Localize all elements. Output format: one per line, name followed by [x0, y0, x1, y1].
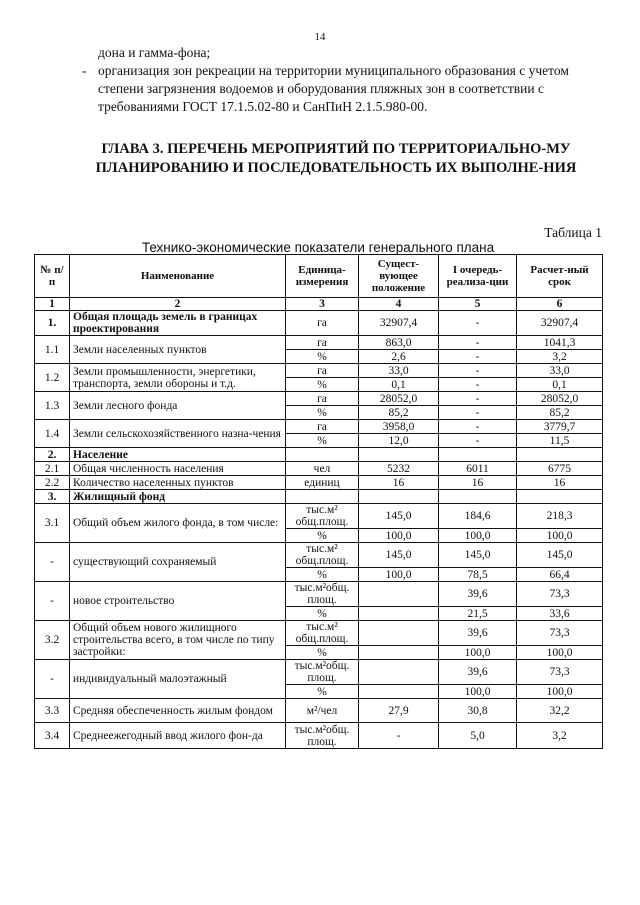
row-number: 3.3: [35, 699, 70, 723]
unit-cell: %: [286, 529, 359, 543]
unit-cell: %: [286, 607, 359, 621]
first-stage-value: 78,5: [439, 568, 517, 582]
unit-cell: га: [286, 392, 359, 406]
existing-value: [359, 646, 439, 660]
calc-term-value: 3,2: [517, 723, 603, 749]
row-name: Общий объем жилого фонда, в том числе:: [70, 504, 286, 543]
bullet-text: организация зон рекреации на территории муниципального образования с учетом степени загрязнения водоемов и оборудования пляжных зон в соответствии с требованиями ГОСТ 17.1.5.02-80 и СанПиН 2.1.5.980-00.: [98, 63, 569, 114]
header-cell: Сущест-вующее положение: [359, 255, 439, 298]
page-number: 14: [314, 31, 326, 43]
first-stage-value: [439, 490, 517, 504]
calc-term-value: 33,0: [517, 364, 603, 378]
row-name: Земли населенных пунктов: [70, 336, 286, 364]
unit-cell: тыс.м² общ.площ.: [286, 543, 359, 568]
first-stage-value: -: [439, 406, 517, 420]
row-name: Общая площадь земель в границах проектирования: [70, 311, 286, 336]
intro-line: дона и гамма-фона;: [98, 45, 211, 60]
calc-term-value: 32,2: [517, 699, 603, 723]
first-stage-value: -: [439, 392, 517, 406]
unit-cell: тыс.м²общ. площ.: [286, 660, 359, 685]
first-stage-value: 39,6: [439, 582, 517, 607]
unit-cell: га: [286, 336, 359, 350]
calc-term-value: 100,0: [517, 685, 603, 699]
existing-value: 28052,0: [359, 392, 439, 406]
calc-term-value: 85,2: [517, 406, 603, 420]
row-number: 2.: [35, 448, 70, 462]
column-number: 1: [35, 298, 70, 311]
existing-value: [359, 490, 439, 504]
row-number: -: [35, 543, 70, 582]
first-stage-value: 6011: [439, 462, 517, 476]
table-row: [35, 660, 603, 685]
indicators-table: [34, 254, 603, 749]
unit-cell: единиц: [286, 476, 359, 490]
first-stage-value: -: [439, 434, 517, 448]
table-row: [35, 490, 603, 504]
calc-term-value: 28052,0: [517, 392, 603, 406]
table-row: [35, 392, 603, 406]
row-name: Среднеежегодный ввод жилого фон-да: [70, 723, 286, 749]
table-row: [35, 420, 603, 434]
existing-value: 2,6: [359, 350, 439, 364]
header-cell: I очередь-реализа-ции: [439, 255, 517, 298]
row-number: -: [35, 660, 70, 699]
table-row: [35, 699, 603, 723]
calc-term-value: 6775: [517, 462, 603, 476]
first-stage-value: 16: [439, 476, 517, 490]
existing-value: 33,0: [359, 364, 439, 378]
table-row: [35, 476, 603, 490]
row-name: Количество населенных пунктов: [70, 476, 286, 490]
unit-cell: %: [286, 646, 359, 660]
table-row: [35, 311, 603, 336]
existing-value: [359, 660, 439, 685]
calc-term-value: [517, 490, 603, 504]
column-number: 3: [286, 298, 359, 311]
unit-cell: [286, 448, 359, 462]
header-cell: Расчет-ный срок: [517, 255, 603, 298]
row-number: 1.4: [35, 420, 70, 448]
row-name: существующий сохраняемый: [70, 543, 286, 582]
calc-term-value: 11,5: [517, 434, 603, 448]
calc-term-value: 66,4: [517, 568, 603, 582]
unit-cell: %: [286, 434, 359, 448]
intro-text: [82, 44, 602, 116]
existing-value: [359, 685, 439, 699]
calc-term-value: 33,6: [517, 607, 603, 621]
column-number: 6: [517, 298, 603, 311]
unit-cell: тыс.м²общ. площ.: [286, 582, 359, 607]
first-stage-value: -: [439, 364, 517, 378]
unit-cell: %: [286, 685, 359, 699]
row-number: 3.2: [35, 621, 70, 660]
first-stage-value: 39,6: [439, 660, 517, 685]
table-row: [35, 448, 603, 462]
first-stage-value: 21,5: [439, 607, 517, 621]
table-row: [35, 621, 603, 646]
row-name: Население: [70, 448, 286, 462]
first-stage-value: -: [439, 336, 517, 350]
row-number: 2.2: [35, 476, 70, 490]
intro-bullet: [82, 62, 602, 116]
unit-cell: %: [286, 406, 359, 420]
row-name: Жилищный фонд: [70, 490, 286, 504]
table-row: [35, 723, 603, 749]
existing-value: 32907,4: [359, 311, 439, 336]
table-row: [35, 364, 603, 378]
existing-value: 100,0: [359, 568, 439, 582]
unit-cell: га: [286, 364, 359, 378]
existing-value: 27,9: [359, 699, 439, 723]
first-stage-value: -: [439, 311, 517, 336]
first-stage-value: 100,0: [439, 685, 517, 699]
chapter-title: ГЛАВА 3. ПЕРЕЧЕНЬ МЕРОПРИЯТИЙ ПО ТЕРРИТОРИАЛЬНО-МУ ПЛАНИРОВАНИЮ И ПОСЛЕДОВАТЕЛЬНОСТЬ ИХ ВЫПОЛНЕ-НИЯ: [95, 141, 577, 176]
existing-value: 863,0: [359, 336, 439, 350]
calc-term-value: 3,2: [517, 350, 603, 364]
row-number: 3.1: [35, 504, 70, 543]
row-name: Земли сельскохозяйственного назна-чения: [70, 420, 286, 448]
existing-value: 16: [359, 476, 439, 490]
unit-cell: м²/чел: [286, 699, 359, 723]
existing-value: -: [359, 723, 439, 749]
first-stage-value: 145,0: [439, 543, 517, 568]
row-name: Общий объем нового жилищного строительства всего, в том числе по типу застройки:: [70, 621, 286, 660]
row-name: индивидуальный малоэтажный: [70, 660, 286, 699]
table-row: [35, 582, 603, 607]
calc-term-value: 145,0: [517, 543, 603, 568]
first-stage-value: 30,8: [439, 699, 517, 723]
calc-term-value: [517, 448, 603, 462]
calc-term-value: 73,3: [517, 582, 603, 607]
table-row: [35, 543, 603, 568]
unit-cell: га: [286, 420, 359, 434]
row-number: 3.4: [35, 723, 70, 749]
row-number: 1.1: [35, 336, 70, 364]
header-cell: № п/п: [35, 255, 70, 298]
table-caption: Технико-экономические показатели генерального плана: [141, 240, 495, 255]
bullet-dash: -: [82, 63, 87, 78]
calc-term-value: 32907,4: [517, 311, 603, 336]
column-number: 2: [70, 298, 286, 311]
existing-value: [359, 582, 439, 607]
column-number: 4: [359, 298, 439, 311]
row-number: 1.: [35, 311, 70, 336]
first-stage-value: -: [439, 420, 517, 434]
unit-cell: чел: [286, 462, 359, 476]
table-label: Таблица 1: [544, 225, 602, 240]
existing-value: [359, 607, 439, 621]
unit-cell: тыс.м² общ.площ.: [286, 621, 359, 646]
existing-value: 3958,0: [359, 420, 439, 434]
existing-value: [359, 621, 439, 646]
row-name: Общая численность населения: [70, 462, 286, 476]
column-number: 5: [439, 298, 517, 311]
row-name: Земли промышленности, энергетики, транспорта, земли обороны и т.д.: [70, 364, 286, 392]
header-cell: Единица-измерения: [286, 255, 359, 298]
first-stage-value: [439, 448, 517, 462]
row-name: Земли лесного фонда: [70, 392, 286, 420]
unit-cell: %: [286, 378, 359, 392]
unit-cell: га: [286, 311, 359, 336]
first-stage-value: 100,0: [439, 646, 517, 660]
existing-value: [359, 448, 439, 462]
column-number-row: [35, 298, 603, 311]
calc-term-value: 73,3: [517, 660, 603, 685]
row-name: Средняя обеспеченность жилым фондом: [70, 699, 286, 723]
calc-term-value: 100,0: [517, 646, 603, 660]
existing-value: 85,2: [359, 406, 439, 420]
first-stage-value: 184,6: [439, 504, 517, 529]
unit-cell: тыс.м²общ. площ.: [286, 723, 359, 749]
row-number: 3.: [35, 490, 70, 504]
table-header-row: [35, 255, 603, 298]
table-row: [35, 504, 603, 529]
existing-value: 145,0: [359, 504, 439, 529]
calc-term-value: 3779,7: [517, 420, 603, 434]
calc-term-value: 73,3: [517, 621, 603, 646]
header-cell: Наименование: [70, 255, 286, 298]
row-number: 1.2: [35, 364, 70, 392]
unit-cell: %: [286, 350, 359, 364]
calc-term-value: 218,3: [517, 504, 603, 529]
existing-value: 100,0: [359, 529, 439, 543]
calc-term-value: 0,1: [517, 378, 603, 392]
existing-value: 5232: [359, 462, 439, 476]
existing-value: 12,0: [359, 434, 439, 448]
row-number: -: [35, 582, 70, 621]
first-stage-value: -: [439, 378, 517, 392]
unit-cell: тыс.м² общ.площ.: [286, 504, 359, 529]
unit-cell: [286, 490, 359, 504]
calc-term-value: 100,0: [517, 529, 603, 543]
first-stage-value: 5,0: [439, 723, 517, 749]
existing-value: 0,1: [359, 378, 439, 392]
row-name: новое строительство: [70, 582, 286, 621]
table-row: [35, 462, 603, 476]
table-row: [35, 336, 603, 350]
first-stage-value: 100,0: [439, 529, 517, 543]
row-number: 1.3: [35, 392, 70, 420]
first-stage-value: -: [439, 350, 517, 364]
row-number: 2.1: [35, 462, 70, 476]
unit-cell: %: [286, 568, 359, 582]
calc-term-value: 16: [517, 476, 603, 490]
existing-value: 145,0: [359, 543, 439, 568]
first-stage-value: 39,6: [439, 621, 517, 646]
calc-term-value: 1041,3: [517, 336, 603, 350]
